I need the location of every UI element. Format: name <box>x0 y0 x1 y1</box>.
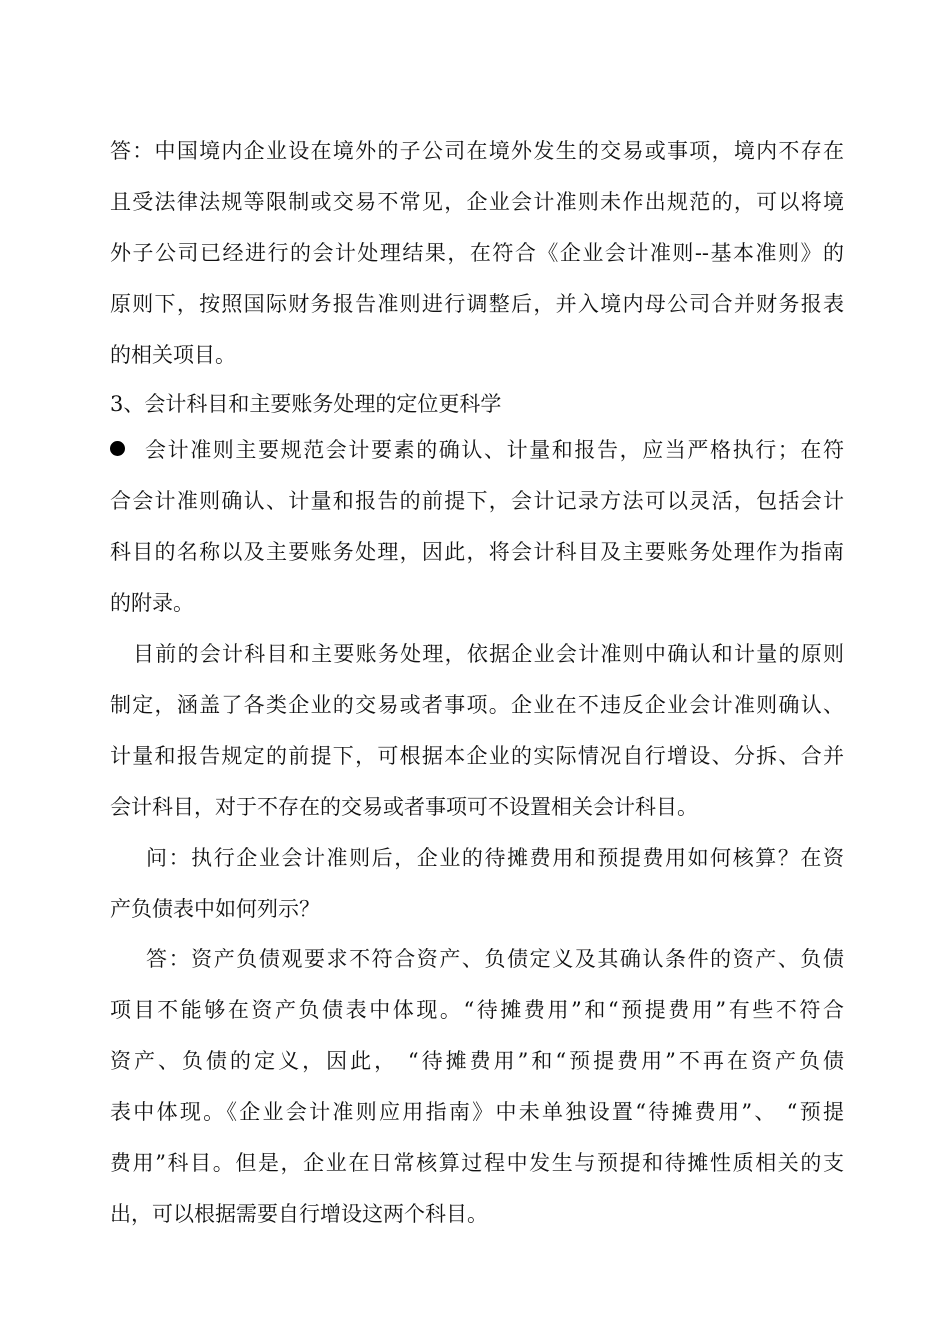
answer1-line-3: 外子公司已经进行的会计处理结果，在符合《企业会计准则--基本准则》的 <box>110 241 844 265</box>
answer1-line-1: 答：中国境内企业设在境外的子公司在境外发生的交易或事项，境内不存在 <box>110 139 844 163</box>
current-para-line-2: 制定，涵盖了各类企业的交易或者事项。企业在不违反企业会计准则确认、 <box>110 693 844 717</box>
section-heading: 3、会计科目和主要账务处理的定位更科学 <box>110 392 502 416</box>
question2-line-2: 产负债表中如何列示？ <box>110 897 320 921</box>
current-para-line-1: 目前的会计科目和主要账务处理，依据企业会计准则中确认和计量的原则 <box>133 642 844 666</box>
answer1-line-4: 原则下，按照国际财务报告准则进行调整后，并入境内母公司合并财务报表 <box>110 292 844 316</box>
answer2-line-4: 表中体现。《企业会计准则应用指南》中未单独设置“待摊费用”、 “预提 <box>110 1100 844 1124</box>
answer1-line-2: 且受法律法规等限制或交易不常见，企业会计准则未作出规范的，可以将境 <box>110 190 844 214</box>
bullet1-line-2: 合会计准则确认、计量和报告的前提下，会计记录方法可以灵活，包括会计 <box>110 489 844 513</box>
answer2-line-6: 出，可以根据需要自行增设这两个科目。 <box>110 1202 488 1226</box>
answer2-line-2: 项目不能够在资产负债表中体现。“待摊费用”和“预提费用”有些不符合 <box>110 998 844 1022</box>
bullet1-line-1: 会计准则主要规范会计要素的确认、计量和报告，应当严格执行；在符 <box>145 438 844 462</box>
answer1-line-5: 的相关项目。 <box>110 343 236 367</box>
bullet1-line-4: 的附录。 <box>110 591 194 615</box>
bullet1-line-3: 科目的名称以及主要账务处理，因此，将会计科目及主要账务处理作为指南 <box>110 540 844 564</box>
answer2-line-1: 答：资产负债观要求不符合资产、负债定义及其确认条件的资产、负债 <box>146 947 844 971</box>
current-para-line-3: 计量和报告规定的前提下，可根据本企业的实际情况自行增设、分拆、合并 <box>110 744 844 768</box>
bullet-icon <box>110 441 125 456</box>
question2-line-1: 问：执行企业会计准则后，企业的待摊费用和预提费用如何核算？在资 <box>146 846 844 870</box>
answer2-line-5: 费用”科目。但是，企业在日常核算过程中发生与预提和待摊性质相关的支 <box>110 1151 844 1175</box>
answer2-line-3: 资产、负债的定义，因此， “待摊费用”和“预提费用”不再在资产负债 <box>110 1049 844 1073</box>
current-para-line-4: 会计科目，对于不存在的交易或者事项可不设置相关会计科目。 <box>110 795 698 819</box>
